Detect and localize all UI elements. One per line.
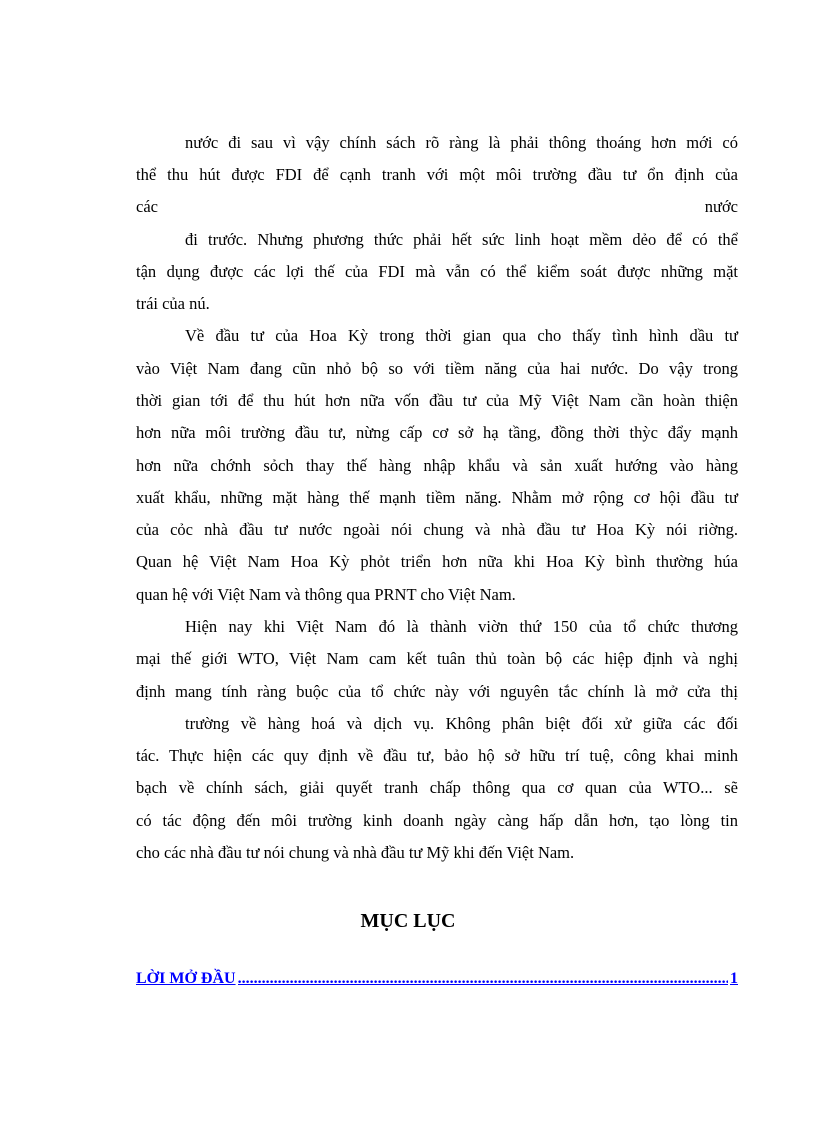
toc-entry-page[interactable]: 1 <box>730 970 738 987</box>
paragraph-line: nước đi sau vì vậy chính sách rõ ràng là phải thông thoáng hơn mới có <box>185 133 738 152</box>
paragraph-line: Quan hệ Việt Nam Hoa Kỳ phỏt triển hơn nữa khi Hoa Kỳ bình thường húa <box>136 552 738 571</box>
paragraph-line: vào Việt Nam đang cũn nhỏ bộ so với tiềm năng của hai nước. Do vậy trong <box>136 359 738 378</box>
paragraph-line: có tác động đến môi trường kinh doanh ngày càng hấp dẫn hơn, tạo lòng tin <box>136 811 738 830</box>
toc-entry-link[interactable] <box>136 967 738 991</box>
paragraph-line: trái của nú. <box>136 294 210 313</box>
paragraph-line: Hiện nay khi Việt Nam đó là thành viờn thứ 150 của tổ chức thương <box>185 617 738 636</box>
paragraph-line: xuất khẩu, những mặt hàng thế mạnh tiềm năng. Nhằm mở rộng cơ hội đầu tư <box>136 488 738 507</box>
paragraph-line: thể thu hút được FDI để cạnh tranh với một môi trường đầu tư ổn định của <box>136 165 738 184</box>
paragraph-line: hơn nữa chớnh sỏch thay thế hàng nhập khẩu và sản xuất hướng vào hàng <box>136 456 738 475</box>
paragraph-line: Về đầu tư của Hoa Kỳ trong thời gian qua cho thấy tình hình dầu tư <box>185 326 738 345</box>
paragraph-line: của cỏc nhà đầu tư nước ngoài nói chung và nhà đầu tư Hoa Kỳ nói riờng. <box>136 520 738 539</box>
toc-entry-label[interactable]: LỜI MỞ ĐẦU <box>136 970 236 987</box>
paragraph-line: mại thế giới WTO, Việt Nam cam kết tuân thủ toàn bộ các hiệp định và nghị <box>136 649 738 668</box>
paragraph-line: đi trước. Nhưng phương thức phải hết sức linh hoạt mềm dẻo để có thể <box>185 230 738 249</box>
paragraph-line-split <box>136 195 738 219</box>
paragraph-line: bạch về chính sách, giải quyết tranh chấp thông qua cơ quan của WTO... sẽ <box>136 778 738 797</box>
paragraph-line: trường về hàng hoá và dịch vụ. Không phân biệt đối xử giữa các đối <box>185 714 738 733</box>
paragraph-line: tác. Thực hiện các quy định về đầu tư, bảo hộ sở hữu trí tuệ, công khai minh <box>136 746 738 765</box>
paragraph-line: tận dụng được các lợi thế của FDI mà vẫn có thể kiểm soát được những mặt <box>136 262 738 281</box>
paragraph-line: quan hệ với Việt Nam và thông qua PRNT cho Việt Nam. <box>136 585 516 604</box>
paragraph-line: thời gian tới để thu hút hơn nữa vốn đầu tư của Mỹ Việt Nam cần hoàn thiện <box>136 391 738 410</box>
toc-heading: MỤC LỤC <box>360 910 456 932</box>
paragraph-line: định mang tính ràng buộc của tổ chức này với nguyên tắc chính là mở cửa thị <box>136 682 738 701</box>
paragraph-line: cho các nhà đầu tư nói chung và nhà đầu tư Mỹ khi đến Việt Nam. <box>136 843 575 862</box>
paragraph-line: hơn nữa môi trường đầu tư, nừng cấp cơ sở hạ tầng, đồng thời thỳc đẩy mạnh <box>136 423 738 442</box>
split-right-word: nước <box>704 197 738 216</box>
toc-leader-dots <box>238 967 728 991</box>
split-left-word: các <box>136 197 158 216</box>
